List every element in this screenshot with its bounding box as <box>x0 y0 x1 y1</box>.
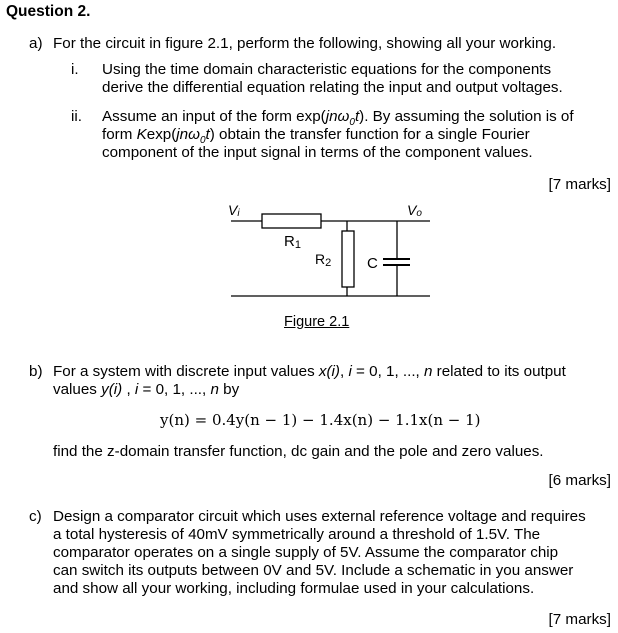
part-b-line-2: values y(i) , i = 0, 1, ..., n by <box>53 381 240 398</box>
resistor-r2 <box>342 231 354 287</box>
part-a-item-2-number: ii. <box>71 108 82 125</box>
resistor-r1 <box>262 214 321 228</box>
part-a-label: a) <box>29 35 43 52</box>
part-b-task: find the z-domain transfer function, dc gain and the pole and zero values. <box>53 443 544 460</box>
part-c-marks: [7 marks] <box>548 611 611 628</box>
part-c-line-4: can switch its outputs between 0V and 5V. Include a schematic in you answer <box>53 562 574 579</box>
part-c-line-1: Design a comparator circuit which uses external reference voltage and requires <box>53 508 586 525</box>
difference-equation: y(n) = 0.4y(n − 1) − 1.4x(n) − 1.1x(n − 1) <box>160 411 481 429</box>
vi-label: Vi <box>228 202 240 219</box>
r2-label: R2 <box>315 251 332 269</box>
question-title: Question 2. <box>6 3 91 20</box>
part-a-item-1-number: i. <box>71 61 79 78</box>
r1-label: R1 <box>284 233 301 251</box>
part-a-item-2-line-1: Assume an input of the form exp(jnω$_0$t). By assuming the solution is of <box>102 108 574 129</box>
part-a-item-1-line-2: derive the differential equation relating the input and output voltages. <box>102 79 563 96</box>
part-a-intro: For the circuit in figure 2.1, perform the following, showing all your working. <box>53 35 557 52</box>
part-c-label: c) <box>29 508 42 525</box>
part-b-marks: [6 marks] <box>548 472 611 489</box>
part-b-label: b) <box>29 363 43 380</box>
part-a-item-1-line-1: Using the time domain characteristic equations for the components <box>102 61 552 78</box>
c-label: C <box>367 255 378 272</box>
part-b-line-1: For a system with discrete input values x(i), i = 0, 1, ..., n related to its output <box>53 363 566 380</box>
part-c-line-5: and show all your working, including formulae used in your calculations. <box>53 580 535 597</box>
vo-label: Vo <box>407 202 422 219</box>
part-a-item-2-line-2: form Kexp(jnω$_0$t) obtain the transfer function for a single Fourier <box>102 126 530 147</box>
part-c-line-3: comparator operates on a single supply of 5V. Assume the comparator chip <box>53 544 559 561</box>
figure-caption: Figure 2.1 <box>284 314 350 330</box>
part-a-marks: [7 marks] <box>548 176 611 193</box>
part-c-line-2: a total hysteresis of 40mV symmetrically around a threshold of 1.5V. The <box>53 526 541 543</box>
part-a-item-2-line-3: component of the input signal in terms of the component values. <box>102 144 533 161</box>
